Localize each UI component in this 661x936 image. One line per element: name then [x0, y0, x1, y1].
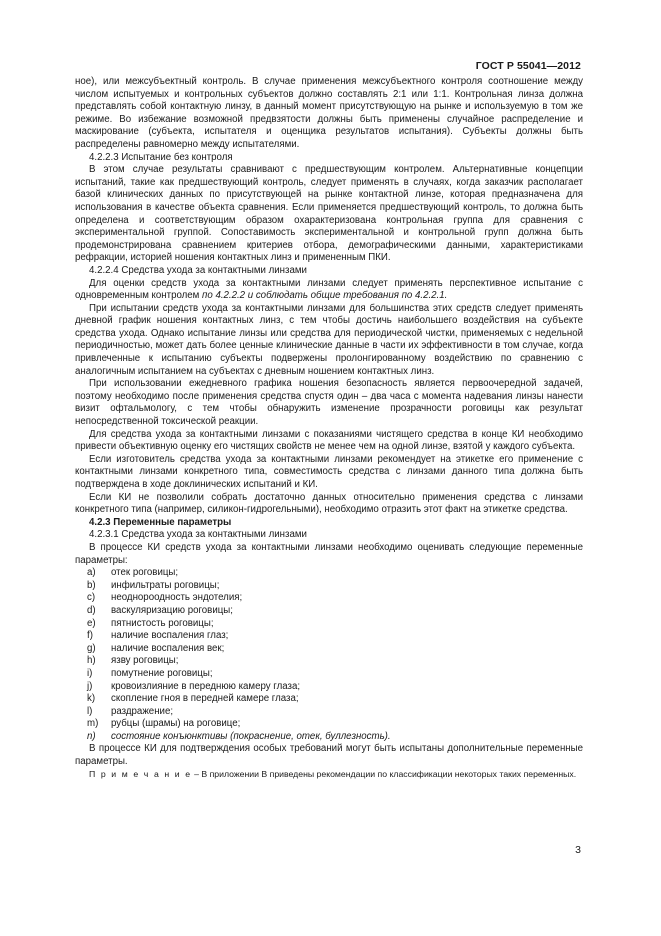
list-item-text: кровоизлияние в переднюю камеру глаза;	[111, 680, 301, 692]
paragraph-variables-intro: В процессе КИ средств ухода за контактными линзами необходимо оценивать следующие переменные параметры:	[75, 541, 583, 566]
paragraph-care-products-text: Для оценки средств ухода за контактными линзами следует применять перспективное испытание с одновременным контролем	[75, 277, 583, 302]
list-item-text: наличие воспаления век;	[111, 642, 225, 654]
list-item-text: отек роговицы;	[111, 567, 179, 579]
list-item-marker: n)	[87, 730, 96, 742]
list-item-text: язву роговицы;	[111, 655, 179, 667]
list-item	[75, 655, 583, 668]
list-item	[75, 567, 583, 580]
paragraph-wear-schedule: При испытании средств ухода за контактными линзами для большинства этих средств следует применять дневной график ношения контактных линз, с тем чтобы достичь наибольшего воздействия на субъекте средства ухода. Однако испытание линзы или средства для периодической чистки, применяемых с недельной периодичностью, может дать более ценные клинические данные в части их эффективности в том случае, когда привлеченные к испытанию субъекты подвержены пролонгированному воздействию по сравнению с аналогичным испытанием на субъектах с дневным ношением контактных линз.	[75, 302, 583, 377]
list-item	[75, 618, 583, 631]
list-item	[75, 693, 583, 706]
section-heading-4-2-3-1: 4.2.3.1 Средства ухода за контактными линзами	[89, 529, 307, 541]
list-item-marker: b)	[87, 579, 96, 591]
list-item-text: помутнение роговицы;	[111, 667, 213, 679]
list-item-marker: g)	[87, 642, 96, 654]
list-item	[75, 668, 583, 681]
list-item	[75, 592, 583, 605]
list-item-text: неоднороодность эндотелия;	[111, 592, 243, 604]
list-item-marker: c)	[87, 592, 96, 604]
list-item-marker: j)	[87, 680, 93, 692]
list-item	[75, 681, 583, 694]
list-item-text: состояние конъюнктивы (покраснение, отек, буллезность).	[111, 730, 391, 742]
list-item-marker: a)	[87, 567, 96, 579]
list-item-text: рубцы (шрамы) на роговице;	[111, 718, 241, 730]
list-item-text: скопление гноя в передней камере глаза;	[111, 693, 299, 705]
list-item-marker: m)	[87, 718, 99, 730]
note-label: П р и м е ч а н и е	[89, 768, 192, 779]
paragraph-cleaning-assessment: Для средства ухода за контактными линзами с показаниями чистящего средства в конце КИ необходимо привести объективную оценку его чистящих свойств не менее чем на одной линзе, взятой у каждого субъекта.	[75, 428, 583, 453]
paragraph-care-products-assessment	[75, 278, 583, 303]
section-heading-4-2-2-4: 4.2.2.4 Средства ухода за контактными линзами	[89, 264, 307, 276]
paragraph-daily-schedule-safety: При использовании ежедневного графика ношения безопасность является первоочередной задачей, поэтому необходимо после применения средства спустя один – два часа с момента надевания линзы нанести визит офтальмологу, с тем чтобы обнаружить изменение прозрачности роговицы как результат непосредственной токсической реакции.	[75, 378, 583, 428]
paragraph-additional-variables: В процессе КИ для подтверждения особых требований могут быть испытаны дополнительные переменные параметры.	[75, 743, 583, 768]
list-item	[75, 731, 583, 744]
page-number: 3	[575, 844, 581, 856]
list-item-marker: f)	[87, 630, 93, 642]
list-item-text: пятнистость роговицы;	[111, 617, 214, 629]
list-item	[75, 605, 583, 618]
paragraph-insufficient-data: Если КИ не позволили собрать достаточно данных относительно применения средства с линзами конкретного типа (например, силикон-гидрогельными), необходимо отразить этот факт на этикетке средства.	[75, 491, 583, 516]
section-heading-4-2-3: 4.2.3 Переменные параметры	[89, 516, 232, 528]
list-item-marker: k)	[87, 693, 96, 705]
list-item-marker: i)	[87, 667, 93, 679]
list-item-text: васкуляризацию роговицы;	[111, 604, 233, 616]
list-item-text: инфильтраты роговицы;	[111, 579, 220, 591]
paragraph-continued: ное), или межсубъектный контроль. В случае применения межсубъектного контроля соотношение между числом испытуемых и контрольных субъектов должно составлять 2:1 или 1:1. Контрольная линза должна представлять собой контактную линзу, в данный момент присутствующую на рынке и используемую в том же режиме. Во избежание возможной предвзятости должны быть применены случайное распределение и маскирование (субъекта, испытателя и оценщика результатов испытания). Субъекты должны быть распределены равномерно между испытателями.	[75, 76, 583, 150]
list-item-marker: l)	[87, 705, 93, 717]
variable-parameters-list	[75, 567, 583, 743]
list-item-text: раздражение;	[111, 705, 174, 717]
paragraph-no-control: В этом случае результаты сравнивают с предшествующим контролем. Альтернативные концепции испытаний, такие как предшествующий контроль, следует применять в случаях, когда заказчик располагает базой клинических данных по присутствующей на рынке контактной линзе, которая предназначена для использования в качестве объекта сравнения. Если применяется предшествующий контроль, то должна быть определена и соответствующим образом охарактеризована контрольная группа для сравнения с экспериментальной группой. Сопоставимость экспериментальной и контрольной групп должна быть продемонстрирована сравнением критериев отбора, демографическими данными, характеристиками рефракции, историей ношения контактных линз и примененным ПКИ.	[75, 164, 583, 264]
list-item	[75, 630, 583, 643]
list-item-text: наличие воспаления глаз;	[111, 630, 229, 642]
list-item-marker: d)	[87, 604, 96, 616]
document-body	[75, 76, 583, 780]
note-text: – В приложении В приведены рекомендации по классификации некоторых таких переменных.	[191, 768, 577, 779]
document-code-header: ГОСТ Р 55041—2012	[475, 60, 581, 72]
paragraph-manufacturer-label: Если изготовитель средства ухода за контактными линзами рекомендует на этикетке его применение с контактными линзами конкретного типа, совместимость средства с линзами данного типа должна быть подтверждена в ходе доклинических испытаний и КИ.	[75, 453, 583, 490]
list-item	[75, 718, 583, 731]
note	[75, 769, 583, 780]
list-item	[75, 643, 583, 656]
list-item	[75, 580, 583, 593]
section-heading-4-2-2-3: 4.2.2.3 Испытание без контроля	[89, 151, 233, 163]
list-item	[75, 706, 583, 719]
list-item-marker: h)	[87, 655, 96, 667]
list-item-marker: e)	[87, 617, 96, 629]
paragraph-care-products-reference: по 4.2.2.2 и соблюдать общие требования по 4.2.2.1.	[202, 290, 448, 302]
